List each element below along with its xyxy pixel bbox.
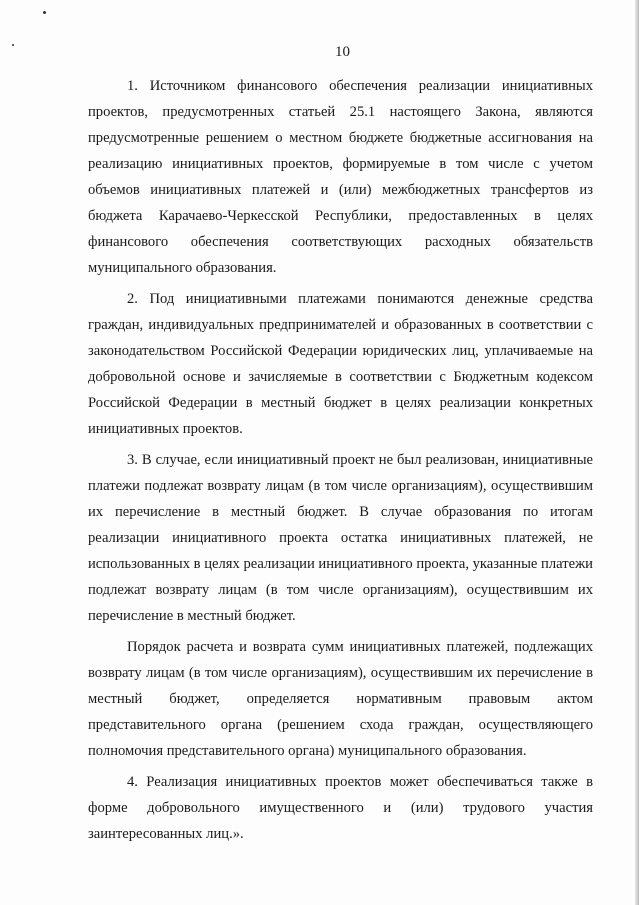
paragraph-refund-procedure: Порядок расчета и возврата сумм инициативных платежей, подлежащих возврату лицам (в том числе организациям), осуществившим их перечисление в местный бюджет, определяется нормативным правовым актом представительного органа (решением схода граждан, осуществляющего полномочия представительного органа) муниципального образования. [88, 639, 593, 759]
document-body [88, 73, 593, 847]
scan-speck [43, 11, 46, 14]
paragraph-refund: 3. В случае, если инициативный проект не был реализован, инициативные платежи подлежат возврату лицам (в том числе организациям), осуществившим их перечисление в местный бюджет. В случае образования по итогам реализации инициативного проекта остатка инициативных платежей, не использованных в целях реализации инициативного проекта, указанные платежи подлежат возврату лицам (в том числе организациям), осуществившим их перечисление в местный бюджет. [88, 452, 593, 624]
page-edge [635, 0, 639, 905]
paragraph-initiative-payments: 2. Под инициативными платежами понимаются денежные средства граждан, индивидуальных предпринимателей и образованных в соответствии с законодательством Российской Федерации юридических лиц, уплачиваемые на добровольной основе и зачисляемые в соответствии с Бюджетным кодексом Российской Федерации в местный бюджет в целях реализации конкретных инициативных проектов. [88, 291, 593, 437]
paragraph-voluntary-participation: 4. Реализация инициативных проектов может обеспечиваться также в форме добровольного имущественного и (или) трудового участия заинтересованных лиц.». [88, 774, 593, 842]
page-number: 10 [335, 44, 350, 60]
paragraph-funding-source: 1. Источником финансового обеспечения реализации инициативных проектов, предусмотренных статьей 25.1 настоящего Закона, являются предусмотренные решением о местном бюджете бюджетные ассигнования на реализацию инициативных проектов, формируемые в том числе с учетом объемов инициативных платежей и (или) межбюджетных трансфертов из бюджета Карачаево-Черкесской Республики, предоставленных в целях финансового обеспечения соответствующих расходных обязательств муниципального образования. [88, 78, 593, 276]
